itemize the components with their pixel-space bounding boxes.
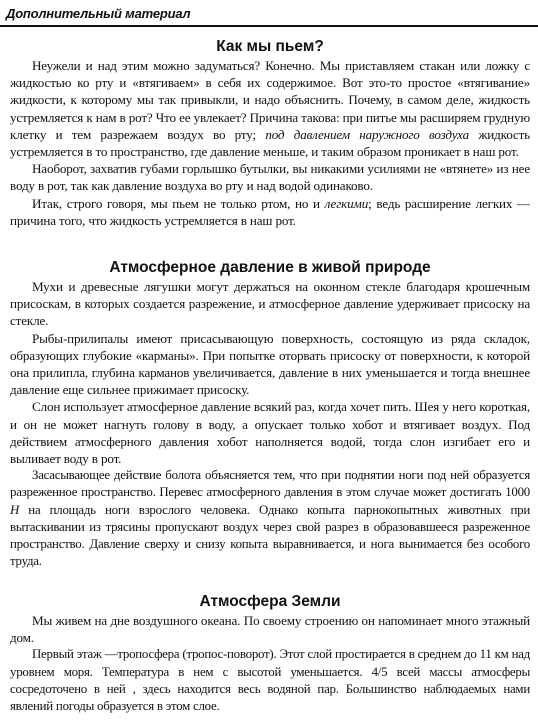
paragraph: Мухи и древесные лягушки могут держаться на оконном стекле благодаря крошечным присоскам, в которых создается разрежение, и атмосферное давление удерживает присоску на стекле. xyxy=(10,279,530,329)
section-earth-atmosphere xyxy=(10,592,530,715)
paragraph: Засасывающее действие болота объясняется тем, что при поднятии ноги под ней образуется разреженное пространство. Перевес атмосферного давления в этом случае может достигать 1000 Н на площадь ноги взрослого человека. Однако копыта парнокопытных животных при вытаскивании из трясины пропускают воздух через свой разрез в образовавшееся разреженное пространство. Давление сверху и снизу копыта выравнивается, и нога вынимается без особого труда. xyxy=(10,468,530,569)
paragraph: Наоборот, захватив губами горлышко бутылки, вы никакими усилиями не «втянете» из нее воду в рот, так как давление воздуха во рту и над водой одинаково. xyxy=(10,161,530,194)
paragraph: Итак, строго говоря, мы пьем не только ртом, но и легкими; ведь расширение легких — причина того, что жидкость устремляется в наш рот. xyxy=(10,195,530,228)
section-title: Атмосферное давление в живой природе xyxy=(109,259,431,276)
paragraph: Мы живем на дне воздушного океана. По своему строению он напоминает много этажный дом. xyxy=(10,613,530,646)
section-atmospheric-pressure-in-nature xyxy=(10,258,530,570)
header-rule xyxy=(0,25,538,27)
section-title: Атмосфера Земли xyxy=(199,593,341,610)
paragraph: Неужели и над этим можно задуматься? Конечно. Мы приставляем стакан или ложку с жидкостью ко рту и «втягиваем» в себя их содержимое. Вот это-то простое «втягивание» жидкости, к которому мы так привыкли, и надо объяснить. Почему, в самом деле, жидкость устремляется к нам в рот? Что ее увлекает? Причина такова: при питье мы расширяем грудную клетку и тем разрежаем воздух во рту; под давлением наружного воздуха жидкость устремляется в то пространство, где давление меньше, и таким образом проникает в наш рот. xyxy=(10,58,530,160)
paragraph: Первый этаж —тропосфера (тропос-поворот). Этот слой простирается в среднем до 11 км над уровнем моря. Температура в нем с высотой уменьшается. 4/5 всей массы атмосферы сосредоточено в ней , здесь находится весь водяной пар. Большинство наблюдаемых нами явлений погоды образуется в этом слое. xyxy=(10,647,530,714)
section-title: Как мы пьем? xyxy=(216,38,324,55)
section-header-label: Дополнительный материал xyxy=(6,6,191,21)
section-how-we-drink xyxy=(10,37,530,229)
paragraph: Рыбы-прилипалы имеют присасывающую поверхность, состоящую из ряда складок, образующих глубокие «карманы». При попытке оторвать присоску от поверхности, к которой она прилипла, глубина карманов увеличивается, давление в них уменьшается и тогда внешнее давление еще сильнее прижимает присоску. xyxy=(10,330,530,398)
paragraph: Слон использует атмосферное давление всякий раз, когда хочет пить. Шея у него короткая, и он не может нагнуть голову в воду, а опускает только хобот и втягивает воздух. Под действием атмосферного давления хобот наполняется водой, тогда слон изгибает его и выливает воду в рот. xyxy=(10,399,530,467)
